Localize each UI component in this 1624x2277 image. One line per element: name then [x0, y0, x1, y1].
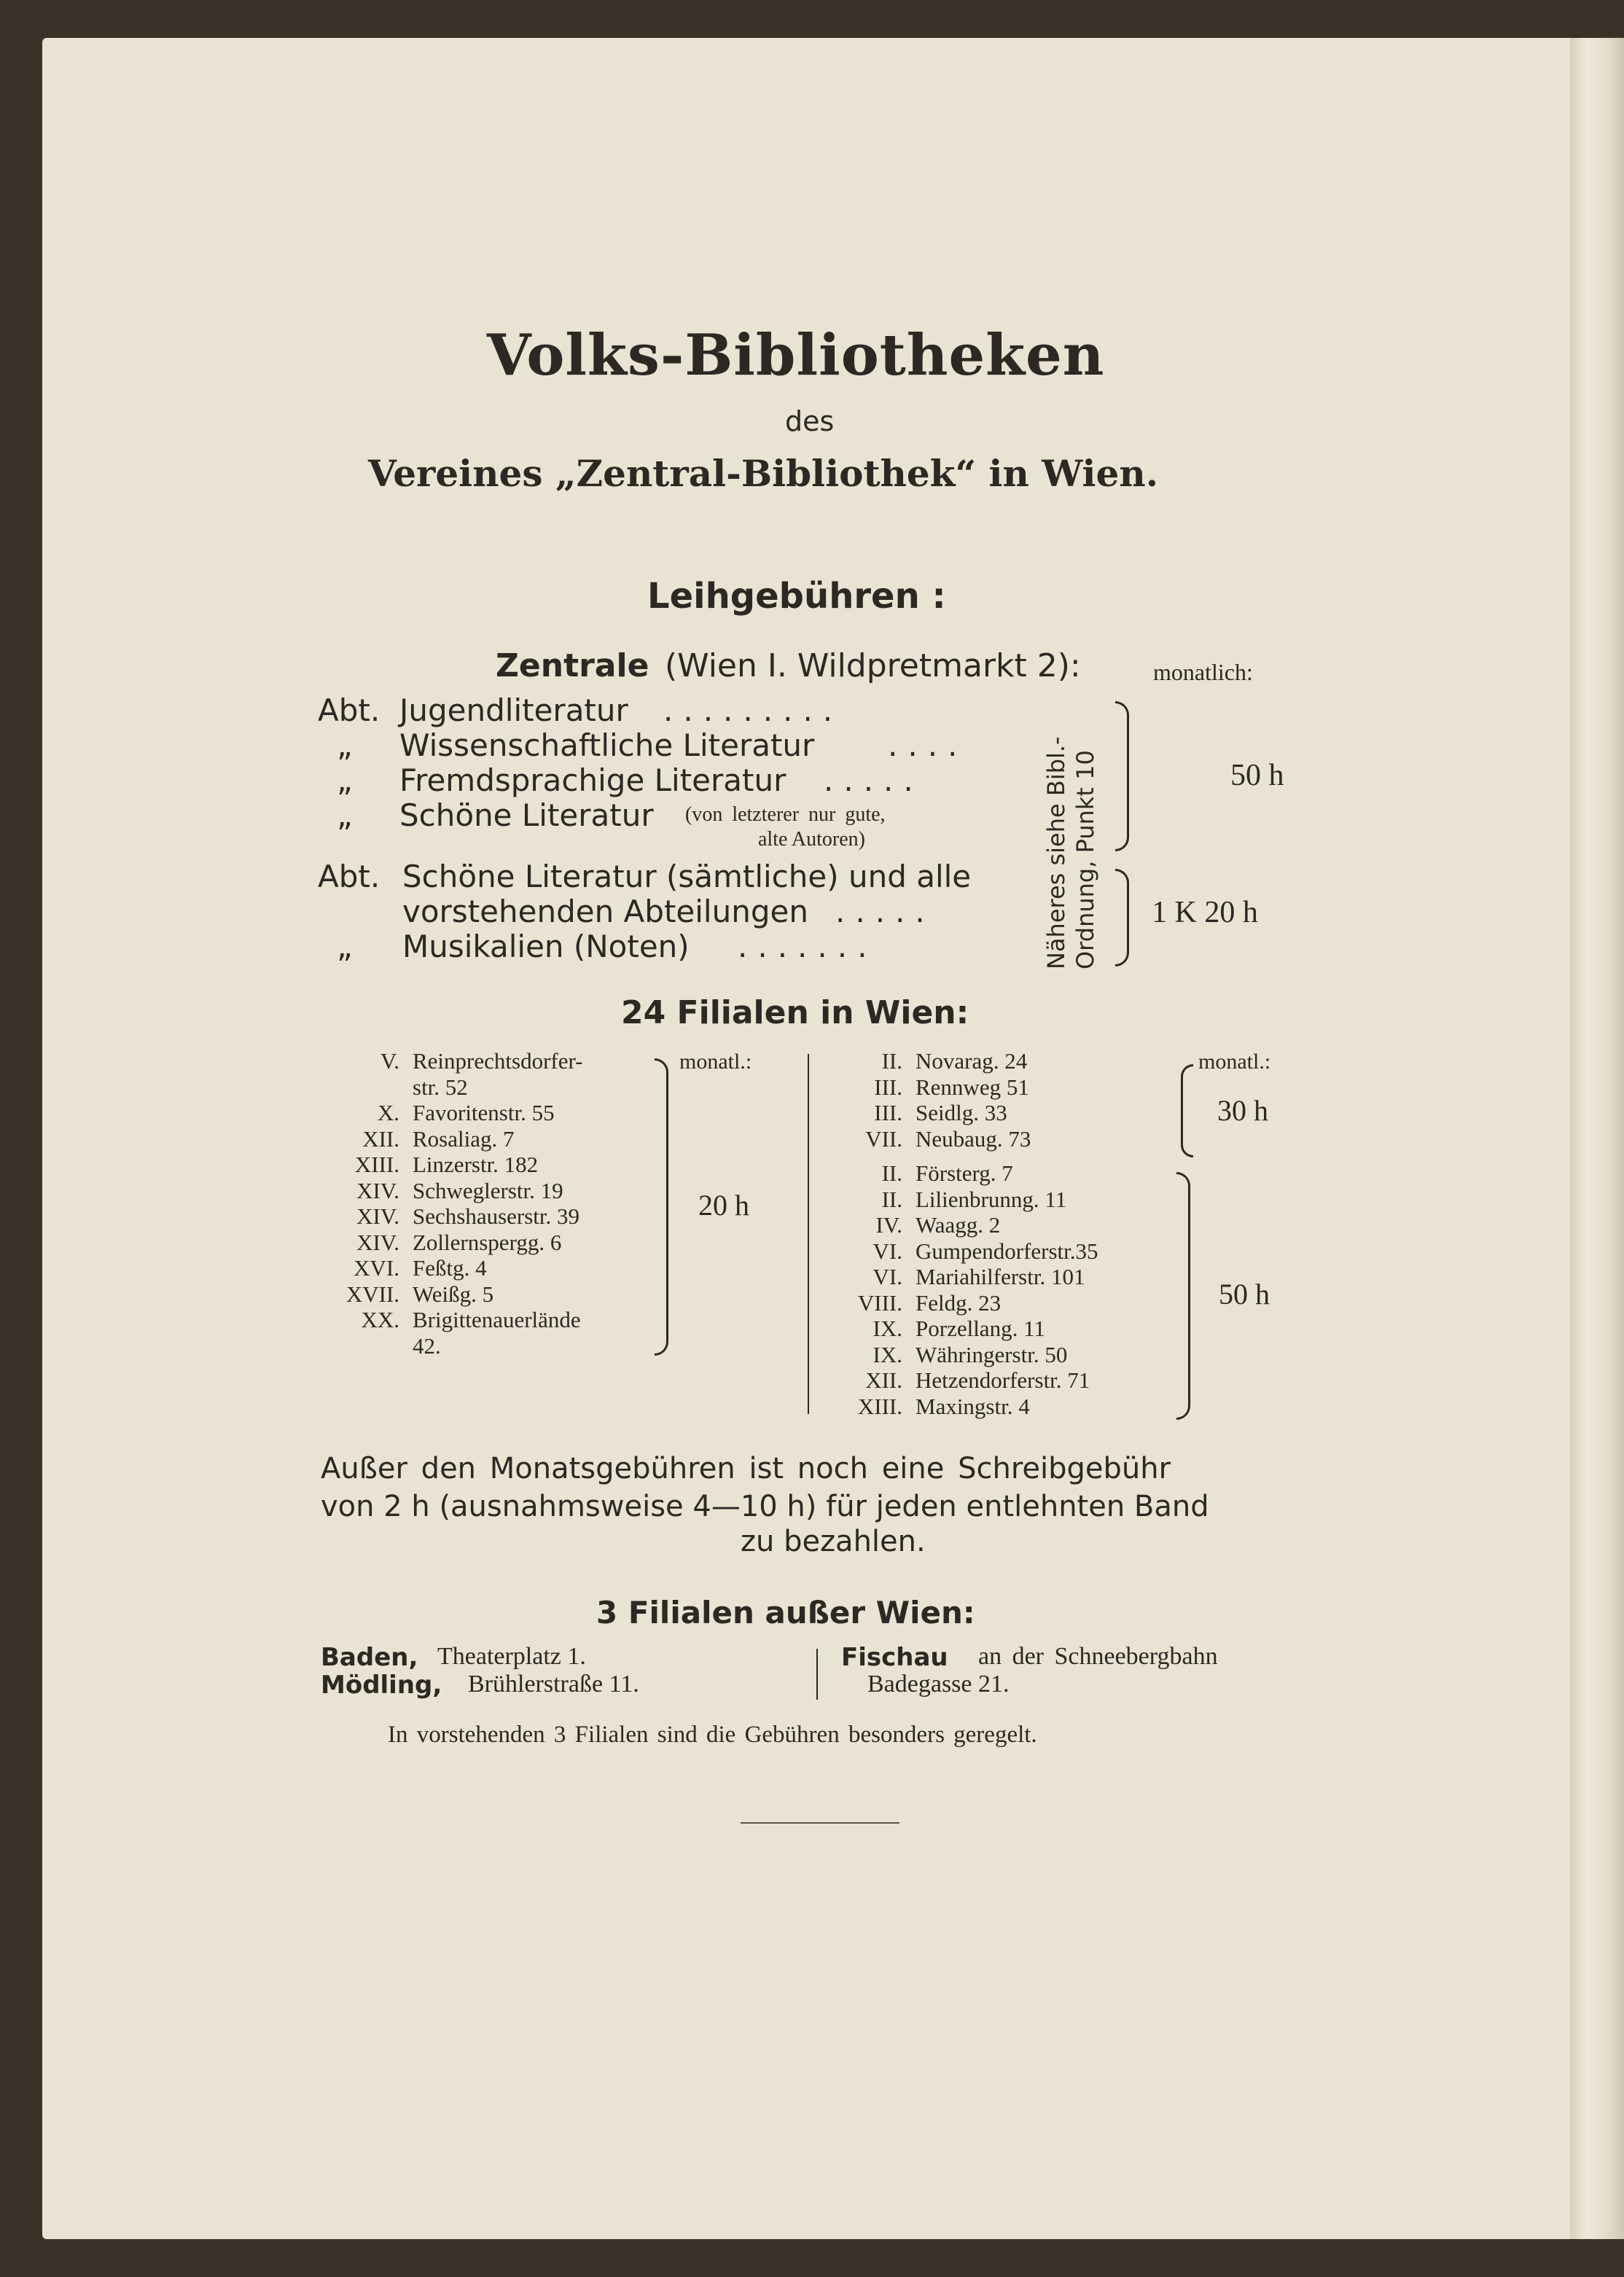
- fees-heading: Leihgebühren :: [647, 576, 946, 617]
- branch-district: XIV.: [356, 1177, 399, 1203]
- fischau-address: an der Schneebergbahn: [978, 1643, 1218, 1670]
- category-name: Schöne Literatur (sämtliche) und alle: [402, 859, 972, 894]
- branch-district: XII.: [362, 1125, 399, 1152]
- right-bottom-fee: 50 h: [1219, 1278, 1270, 1311]
- branch-district: VIII.: [857, 1289, 902, 1316]
- note-line: Außer den Monatsgebühren ist noch eine Schreibgebühr: [321, 1452, 1171, 1485]
- branch-address: Währingerstr. 50: [916, 1341, 1068, 1367]
- brace-group2: [1115, 869, 1129, 966]
- right-top-fee: 30 h: [1217, 1094, 1268, 1127]
- fischau-name: Fischau: [841, 1643, 948, 1672]
- branch-address: Gumpendorferstr.35: [916, 1238, 1098, 1264]
- branch-address: Porzellang. 11: [916, 1316, 1045, 1341]
- branch-district: XIII.: [857, 1393, 902, 1419]
- category-note: (von letzterer nur gute,: [685, 803, 886, 826]
- note-line: von 2 h (ausnahmsweise 4—10 h) für jeden entlehnten Band: [321, 1490, 1209, 1523]
- brace-right-bottom: [1176, 1172, 1190, 1420]
- column-divider: [808, 1054, 809, 1414]
- branch-address: Linzerstr. 182: [413, 1152, 539, 1177]
- moedling-name: Mödling,: [321, 1671, 442, 1700]
- branch-district: II.: [881, 1186, 902, 1212]
- branch-district: XVII.: [346, 1281, 399, 1307]
- branch-address: Sechshauserstr. 39: [413, 1203, 580, 1229]
- central-label: Zentrale: [496, 647, 649, 684]
- branch-district: III.: [874, 1074, 902, 1100]
- category-name: Wissenschaftliche Literatur: [399, 727, 815, 763]
- side-note-line1: Näheres siehe Bibl.-: [1042, 736, 1070, 969]
- moedling-address: Brühlerstraße 11.: [468, 1671, 639, 1698]
- branch-district: VII.: [865, 1125, 902, 1152]
- page-edge: [1570, 38, 1624, 2239]
- branch-district: XX.: [361, 1307, 399, 1332]
- des-line: des: [785, 405, 835, 437]
- branch-district: VI.: [872, 1264, 902, 1289]
- outside-heading: 3 Filialen außer Wien:: [596, 1595, 975, 1630]
- branch-district: XIII.: [354, 1152, 399, 1177]
- branch-address: Favoritenstr. 55: [413, 1100, 555, 1125]
- page-title: Volks-Bibliotheken: [487, 322, 1105, 388]
- branch-district: VI.: [872, 1238, 902, 1264]
- row-prefix: „: [337, 762, 353, 798]
- page-subtitle: Vereines „Zentral-Bibliothek“ in Wien.: [368, 452, 1159, 495]
- row-prefix: Abt.: [318, 692, 380, 728]
- branch-address: Rennweg 51: [916, 1074, 1029, 1100]
- row-prefix: Abt.: [318, 859, 380, 894]
- branch-address: Rosaliag. 7: [413, 1125, 515, 1152]
- branch-district: V.: [380, 1048, 399, 1074]
- branch-address: Reinprechtsdorfer-: [413, 1048, 583, 1074]
- leader-dots: ....: [888, 727, 968, 763]
- branch-address: Brigittenauerlände: [413, 1307, 581, 1332]
- branch-district: IX.: [872, 1341, 902, 1367]
- brace-group1: [1115, 701, 1129, 851]
- branch-address: Feßtg. 4: [413, 1255, 487, 1281]
- group2-fee: 1 K 20 h: [1152, 896, 1258, 929]
- branch-district: II.: [881, 1048, 902, 1074]
- left-per-month-label: monatl.:: [679, 1050, 752, 1074]
- per-month-label: monatlich:: [1153, 659, 1253, 685]
- right-per-month-label: monatl.:: [1198, 1050, 1271, 1074]
- side-note-line2: Ordnung, Punkt 10: [1071, 750, 1099, 969]
- leader-dots: .........: [663, 692, 843, 728]
- branch-address: Zollernspergg. 6: [413, 1229, 562, 1255]
- branch-address: Novarag. 24: [916, 1048, 1028, 1074]
- branch-address: Feldg. 23: [916, 1289, 1002, 1316]
- group1-fee: 50 h: [1230, 759, 1284, 792]
- branch-address: Hetzendorferstr. 71: [916, 1367, 1090, 1393]
- leader-dots: .......: [738, 929, 878, 964]
- branch-address: 42.: [413, 1332, 441, 1359]
- baden-address: Theaterplatz 1.: [437, 1643, 586, 1670]
- category-name: Schöne Literatur: [399, 797, 654, 833]
- branch-district: III.: [874, 1100, 902, 1125]
- branch-district: IV.: [875, 1212, 902, 1238]
- category-name: Musikalien (Noten): [402, 929, 690, 964]
- vienna-heading: 24 Filialen in Wien:: [621, 994, 969, 1031]
- outside-divider: [816, 1649, 818, 1700]
- branch-district: X.: [377, 1100, 399, 1125]
- row-prefix: „: [337, 727, 353, 763]
- branch-address: Maxingstr. 4: [916, 1393, 1030, 1419]
- row-prefix: „: [337, 929, 353, 964]
- category-note: alte Autoren): [758, 828, 865, 851]
- branch-district: XIV.: [356, 1229, 399, 1255]
- branch-district: XII.: [865, 1367, 902, 1393]
- baden-name: Baden,: [321, 1643, 418, 1672]
- note-line: zu bezahlen.: [741, 1525, 926, 1558]
- leader-dots: .....: [824, 762, 924, 798]
- category-name: Fremdsprachige Literatur: [399, 762, 786, 798]
- row-prefix: „: [337, 797, 353, 833]
- footer-note: In vorstehenden 3 Filialen sind die Gebühren besonders geregelt.: [388, 1722, 1037, 1748]
- central-address: (Wien I. Wildpretmarkt 2):: [665, 647, 1081, 684]
- branch-address: str. 52: [413, 1074, 468, 1100]
- closing-rule: [741, 1822, 899, 1824]
- category-name: Jugendliteratur: [399, 692, 628, 728]
- brace-right-top: [1181, 1064, 1193, 1157]
- branch-address: Seidlg. 33: [916, 1100, 1007, 1125]
- fischau-address-2: Badegasse 21.: [867, 1671, 1010, 1698]
- category-name: vorstehenden Abteilungen: [402, 894, 808, 929]
- branch-address: Lilienbrunng. 11: [916, 1186, 1067, 1212]
- branch-address: Neubaug. 73: [916, 1125, 1031, 1152]
- left-fee: 20 h: [698, 1189, 749, 1222]
- brace-left-branches: [655, 1058, 668, 1356]
- branch-address: Schweglerstr. 19: [413, 1177, 563, 1203]
- branch-address: Weißg. 5: [413, 1281, 494, 1307]
- branch-district: IX.: [872, 1316, 902, 1341]
- branch-address: Försterg. 7: [916, 1160, 1013, 1186]
- branch-address: Mariahilferstr. 101: [916, 1264, 1085, 1289]
- branch-district: XVI.: [354, 1255, 399, 1281]
- branch-district: XIV.: [356, 1203, 399, 1229]
- branch-address: Waagg. 2: [916, 1212, 1001, 1238]
- branch-district: II.: [881, 1160, 902, 1186]
- leader-dots: .....: [835, 894, 935, 929]
